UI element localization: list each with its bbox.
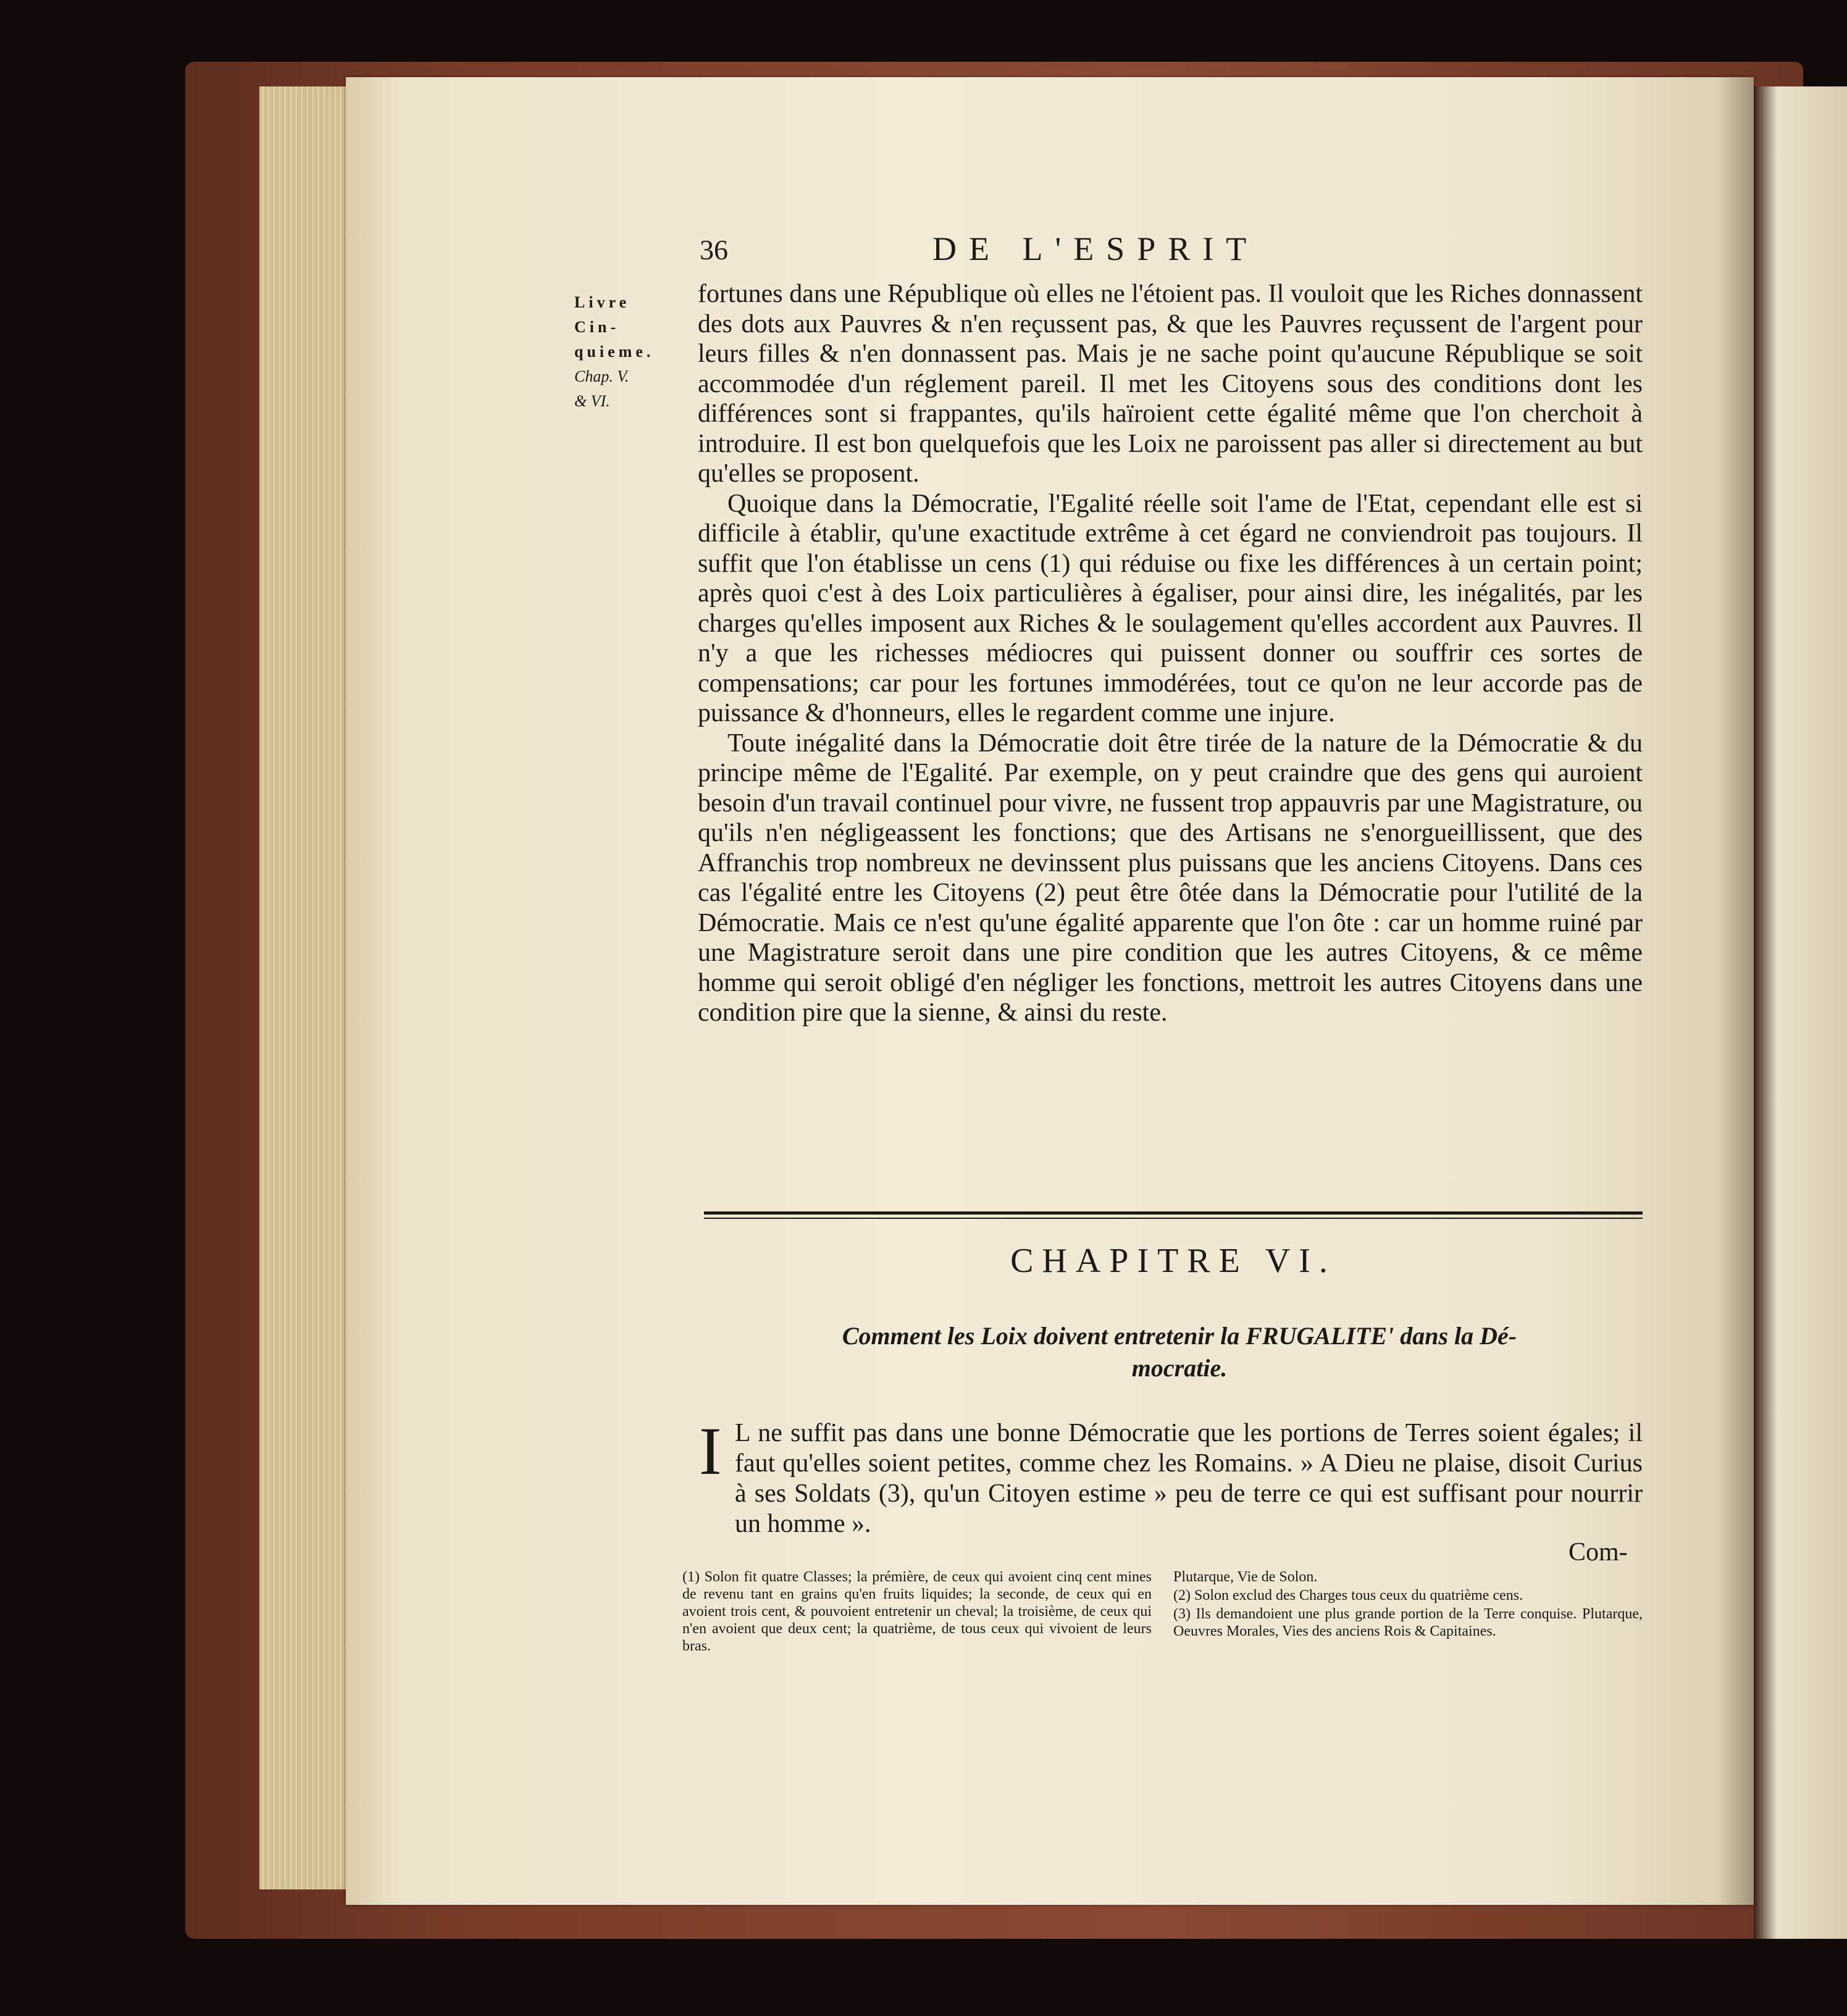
body-text [698,279,1643,1028]
chapter-subtitle-line: Comment les Loix doivent entretenir la FRUGALITE' dans la Dé- [842,1322,1517,1350]
chapter-title: CHAPITRE VI. [1010,1242,1336,1280]
paragraph: Toute inégalité dans la Démocratie doit être tirée de la nature de la Démocratie & du principe même de l'Egalité. Par exemple, on y peut craindre que des gens qui auroient besoin d'un travail continuel pour vivre, ne fussent trop appauvris par une Magistrature, ou qu'ils n'en négligeassent les fonctions; que des Artisans ne s'enorgueillissent, que des Affranchis trop nombreux ne devinssent plus puissans que les anciens Citoyens. Dans ces cas l'égalité entre les Citoyens (2) peut être ôtée dans la Démocratie pour l'utilité de la Démocratie. Mais ce n'est qu'une égalité apparente que l'on ôte : car un homme ruiné par une Magistrature seroit dans une pire condition que les autres Citoyens, & ce même homme qui seroit obligé d'en négliger les fonctions, mettroit les autres Citoyens dans une condition pire que la sienne, & ainsi du reste. [698,729,1643,1027]
drop-cap: I [699,1413,722,1489]
footnote: (1) Solon fit quatre Classes; la prémière, de ceux qui avoient cinq cent mines de revenu tant en grains qu'en fruits liquides; la seconde, de ceux qui en avoient trois cent, & pouvoient entretenir un cheval; la troisième, de ceux qui n'en avoient que deux cent; la quatrième, de tous ceux qui vivoient de leurs bras. [682,1569,1152,1654]
margin-note-line: Cin- [574,318,620,336]
gutter-shadow [1717,77,1754,1905]
margin-note-line: quieme. [574,343,655,361]
chapter-rule [704,1211,1643,1215]
margin-note-line: & VI. [574,392,610,410]
running-head-title: DE L'ESPRIT [932,230,1259,267]
catchword: Com- [1568,1538,1628,1566]
chapter-body [704,1418,1643,1539]
footnote: (3) Ils demandoient une plus grande portion de la Terre conquise. Plutarque, Oeuvres Morales, Vies des anciens Rois & Capitaines. [1173,1606,1643,1639]
paragraph: fortunes dans une République où elles ne l'étoient pas. Il vouloit que les Riches donnassent des dots aux Pauvres & n'en reçussent pas, & que les Pauvres reçussent de l'argent pour leurs filles & n'en donnassent pas. Mais je ne sache point qu'aucune République se soit accommodée d'un réglement pareil. Il met les Citoyens sous des conditions dont les différences sont si frappantes, qu'ils haïroient cette égalité même que l'on cherchoit à introduire. Il est bon quelquefois que les Loix ne paroissent pas aller si directement au but qu'elles se proposent. [698,280,1643,488]
chapter-subtitle [716,1320,1643,1384]
margin-note [574,290,679,414]
footnotes-left [682,1568,1152,1656]
chapter-subtitle-line: mocratie. [1131,1354,1228,1382]
footnote: (2) Solon exclud des Charges tous ceux du quatrième cens. [1173,1587,1523,1604]
paragraph: L ne suffit pas dans une bonne Démocratie que les portions de Terres soient égales; il faut qu'elles soient petites, comme chez les Romains. » A Dieu ne plaise, disoit Curius à ses Soldats (3), qu'un Citoyen estime » peu de terre ce qui est suffisant pour nourrir un homme ». [735,1419,1643,1538]
margin-note-line: Chap. V. [574,367,629,385]
paragraph: Quoique dans la Démocratie, l'Egalité réelle soit l'ame de l'Etat, cependant elle est si difficile à établir, qu'une exactitude extrême à cet égard ne conviendroit pas toujours. Il suffit que l'on établisse un cens (1) qui réduise ou fixe les différences à un certain point; après quoi c'est à des Loix particulières à égaliser, pour ainsi dire, les inégalités, par les charges qu'elles imposent aux Riches & le soulagement qu'elles accordent aux Pauvres. Il n'y a que les richesses médiocres qui puissent donner ou souffrir ces sortes de compensations; car pour les fortunes immodérées, tout ce qu'on ne leur accorde pas de puissance & d'honneurs, elles le regardent comme une injure. [698,489,1643,727]
chapter-rule-thin [704,1218,1643,1219]
page-number: 36 [700,234,728,266]
margin-note-line: Livre [574,293,630,311]
footnote: Plutarque, Vie de Solon. [1173,1569,1318,1585]
facing-page-edge [1754,86,1847,1939]
footnotes-right [1173,1568,1643,1641]
